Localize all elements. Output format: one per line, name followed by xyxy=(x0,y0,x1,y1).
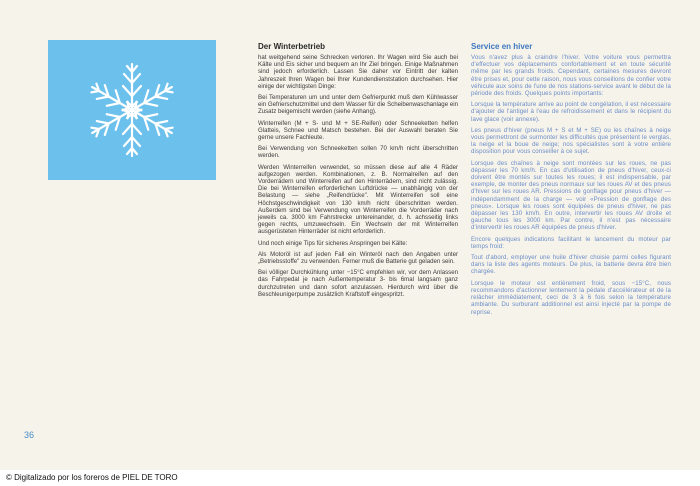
french-paragraph: Tout d'abord, employer une huile d'hiver choisie parmi celles figurant dans la liste des agents moteurs. De plus, la batterie devra être bien chargée. xyxy=(471,254,671,276)
french-paragraph: Lorsque le moteur est entièrement froid, sous −15°C, nous recommandons d'actionner lentement la pédale d'accélérateur et de la relâcher immédiatement, ceci de 3 à 6 fois selon la température ambiante. Du surburant additionnel est ainsi injecté par la pompe de reprise. xyxy=(471,279,671,316)
german-paragraph: Bei Verwendung von Schneeketten sollen 70 km/h nicht überschritten werden. xyxy=(258,145,458,160)
german-paragraph: Werden Winterreifen verwendet, so müssen diese auf alle 4 Räder aufgezogen werden. Kombinationen, z. B. Normalreifen auf den Vorderrädern und Winterreifen auf den Hinterrädern, sind nicht zulässig. Die bei Winterreifen erforderlichen Luftdrücke — unabhängig von der Belastung — siehe „Reifendrücke". Mit Winterreifen soll eine Höchstgeschwindigkeit von 130 km/h nicht überschritten werden. Außerdem sind bei Verwendung von Winterreifen die Vorderräder nach jeweils ca. 3000 km Fahrstrecke untereinander, d. h. achsseitig links gegen rechts, umzuwechseln. Ein Wechseln der mit Winterreifen ausgerüsteten Hinterräder ist nicht erforderlich. xyxy=(258,163,458,236)
scan-credit: © Digitalizado por los foreros de PIEL DE TORO xyxy=(6,473,178,482)
german-paragraph: hat weitgehend seine Schrecken verloren. Ihr Wagen wird Sie auch bei Kälte und Eis sicher und bequem an Ihr Ziel bringen. Einige Maßnahmen sind jedoch erforderlich. Lassen Sie daher vor Eintritt der kalten Jahreszeit Ihren Wagen bei Ihrer Kundendienststation durchsehen. Hier einige der wichtigsten Dinge: xyxy=(258,54,458,90)
german-heading: Der Winterbetrieb xyxy=(258,42,326,51)
french-paragraph: Vous n'avez plus à craindre l'hiver. Votre voiture vous permettra d'effectuer vos déplacements confortablement et en toute sécurité même par les grands froids. Cependant, certaines mesures devront être prises et, pour cette raison, nous vous conseillons de confier votre véhicule aux soins de l'une de nos stations-service avant le début de la période des froids. Quelques points importants: xyxy=(471,54,671,98)
snowflake-icon xyxy=(48,40,216,180)
french-paragraph: Lorsque des chaînes à neige sont montées sur les roues, ne pas dépasser les 70 km/h. En cas d'utilisation de pneus d'hiver, ceux-ci doivent être montés sur toutes les roues; il est indispensable, par exemple, de monter des pneus normaux sur les roues AV et des pneus d'hiver sur les roues AR. Pressions de gonflage pour pneus d'hiver — indépendamment de la charge — voir «Pression de gonflage des pneus». Lorsque les roues sont équipées de pneus d'hiver, ne pas dépasser les 130 km/h. En outre, intervertir les roues AV droite et gauche tous les 3000 km. Par contre, il n'est pas nécessaire d'intervertir les roues AR équipées de pneus d'hiver. xyxy=(471,159,671,232)
french-paragraph: Lorsque la température arrive au point de congélation, il est nécessaire d'ajouter de l'antigel à l'eau de refroidissement et dans le récipient du lave glace (voir annexe). xyxy=(471,101,671,123)
french-paragraph: Les pneus d'hiver (pneus M + S et M + SE) ou les chaînes à neige vous permettront de surmonter les difficultés que présentent le verglas, la neige et la boue de neige; nos spécialistes sont à votre entière disposition pour vous conseiller à ce sujet. xyxy=(471,126,671,156)
snowflake-panel xyxy=(48,40,216,180)
french-heading: Service en hiver xyxy=(471,42,533,51)
page-number: 36 xyxy=(24,430,35,440)
french-paragraph: Encore quelques indications facilitant le lancement du moteur par temps froid: xyxy=(471,235,671,250)
german-paragraph: Als Motoröl ist auf jeden Fall ein Winteröl nach den Angaben unter „Betriebsstoffe" zu verwenden. Ferner muß die Batterie gut geladen sein. xyxy=(258,250,458,266)
german-paragraph: Und noch einige Tips für sicheres Anspringen bei Kälte: xyxy=(258,239,408,247)
german-paragraph: Winterreifen (M + S- und M + SE-Reifen) oder Schneeketten helfen Glatteis, Schnee und Matsch bestehen. Bei der Auswahl beraten Sie gerne unsere Fachleute. xyxy=(258,119,458,142)
german-paragraph: Bei völliger Durchkühlung unter −15°C empfehlen wir, vor dem Anlassen das Fahrpedal je nach Außentemperatur 3- bis 6mal langsam ganz durchzutreten und dann sofort anzulassen. Hierdurch wird über die Beschleunigerpumpe zusätzlich Kraftstoff eingespritzt. xyxy=(258,269,458,298)
german-paragraph: Bei Temperaturen um und unter dem Gefrierpunkt muß dem Kühlwasser ein Gefrierschutzmittel und dem Wasser für die Scheibenwaschanlage ein Zusatz beigemischt werden (siehe Anhang). xyxy=(258,94,458,116)
german-column xyxy=(258,42,458,302)
french-column xyxy=(471,42,671,320)
